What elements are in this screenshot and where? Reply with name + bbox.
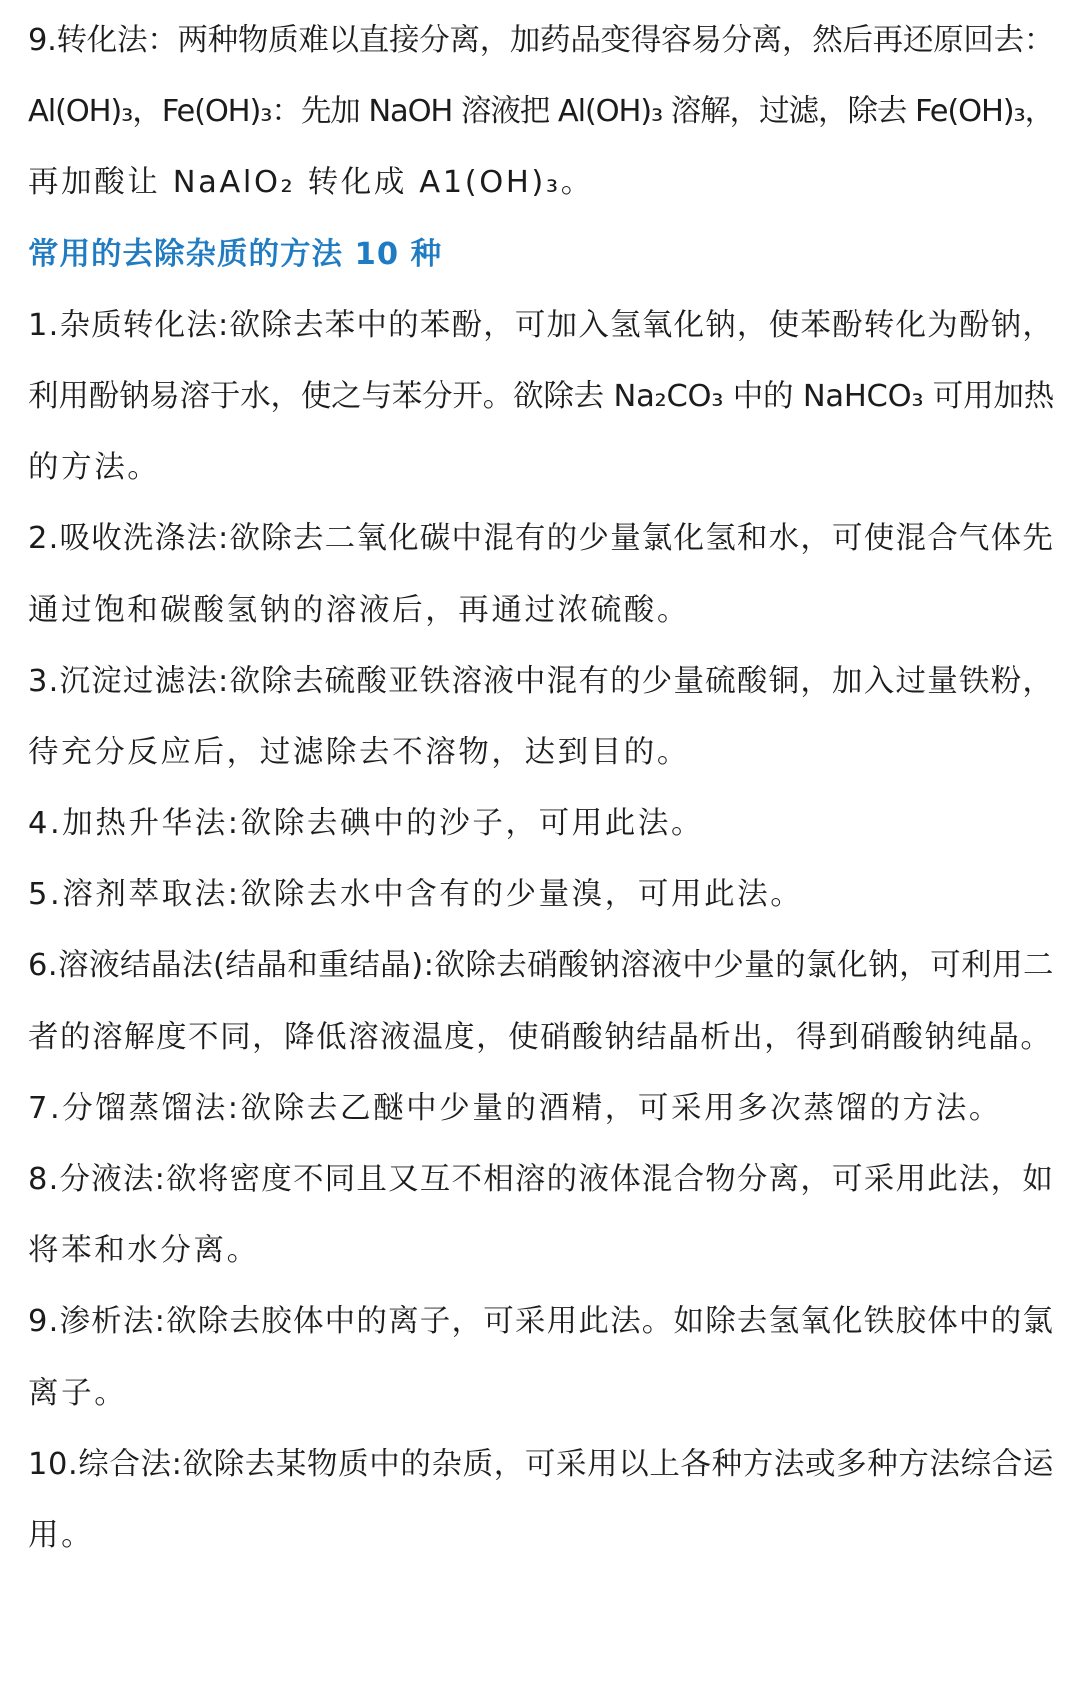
- method-10-line-2: 用。: [28, 1517, 95, 1553]
- method-7-line: 7.分馏蒸馏法:欲除去乙醚中少量的酒精，可采用多次蒸馏的方法。: [28, 1090, 1002, 1126]
- text-line-2: Al(OH)₃，Fe(OH)₃：先加 NaOH 溶液把 Al(OH)₃ 溶解，过滤，除去 Fe(OH)₃，: [28, 94, 1054, 130]
- method-1-line-1: 1.杂质转化法:欲除去苯中的苯酚，可加入氢氧化钠，使苯酚转化为酚钠，: [28, 307, 1054, 343]
- method-6-line-2: 者的溶解度不同，降低溶液温度，使硝酸钠结晶析出，得到硝酸钠纯晶。: [28, 1019, 1053, 1055]
- method-1-line-2: 利用酚钠易溶于水，使之与苯分开。欲除去 Na₂CO₃ 中的 NaHCO₃ 可用加热: [28, 378, 1054, 414]
- method-1-line-3: 的方法。: [28, 450, 161, 486]
- method-8-line-2: 将苯和水分离。: [28, 1233, 260, 1269]
- method-8-line-1: 8.分液法:欲将密度不同且又互不相溶的液体混合物分离，可采用此法，如: [28, 1162, 1054, 1197]
- method-2-line-1: 2.吸收洗涤法:欲除去二氧化碳中混有的少量氯化氢和水，可使混合气体先: [28, 521, 1054, 557]
- method-10-line-1: 10.综合法:欲除去某物质中的杂质，可采用以上各种方法或多种方法综合运: [28, 1446, 1054, 1482]
- method-6-line-1: 6.溶液结晶法(结晶和重结晶):欲除去硝酸钠溶液中少量的氯化钠，可利用二: [28, 948, 1054, 984]
- section-heading: 常用的去除杂质的方法 10 种: [28, 236, 443, 272]
- method-9-line-1: 9.渗析法:欲除去胶体中的离子，可采用此法。如除去氢氧化铁胶体中的氯: [28, 1304, 1054, 1340]
- method-3-line-2: 待充分反应后，过滤除去不溶物，达到目的。: [28, 734, 690, 770]
- method-2-line-2: 通过饱和碳酸氢钠的溶液后，再通过浓硫酸。: [28, 592, 690, 628]
- method-5-line: 5.溶剂萃取法:欲除去水中含有的少量溴，可用此法。: [28, 877, 804, 913]
- method-4-line: 4.加热升华法:欲除去碘中的沙子，可用此法。: [28, 806, 705, 842]
- text-line-3: 再加酸让 NaAlO₂ 转化成 A1(OH)₃。: [28, 165, 594, 201]
- text-line-1: 9.转化法：两种物质难以直接分离，加药品变得容易分离，然后再还原回去：: [28, 23, 1054, 58]
- method-3-line-1: 3.沉淀过滤法:欲除去硫酸亚铁溶液中混有的少量硫酸铜，加入过量铁粉，: [28, 663, 1054, 699]
- method-9-line-2: 离子。: [28, 1375, 128, 1411]
